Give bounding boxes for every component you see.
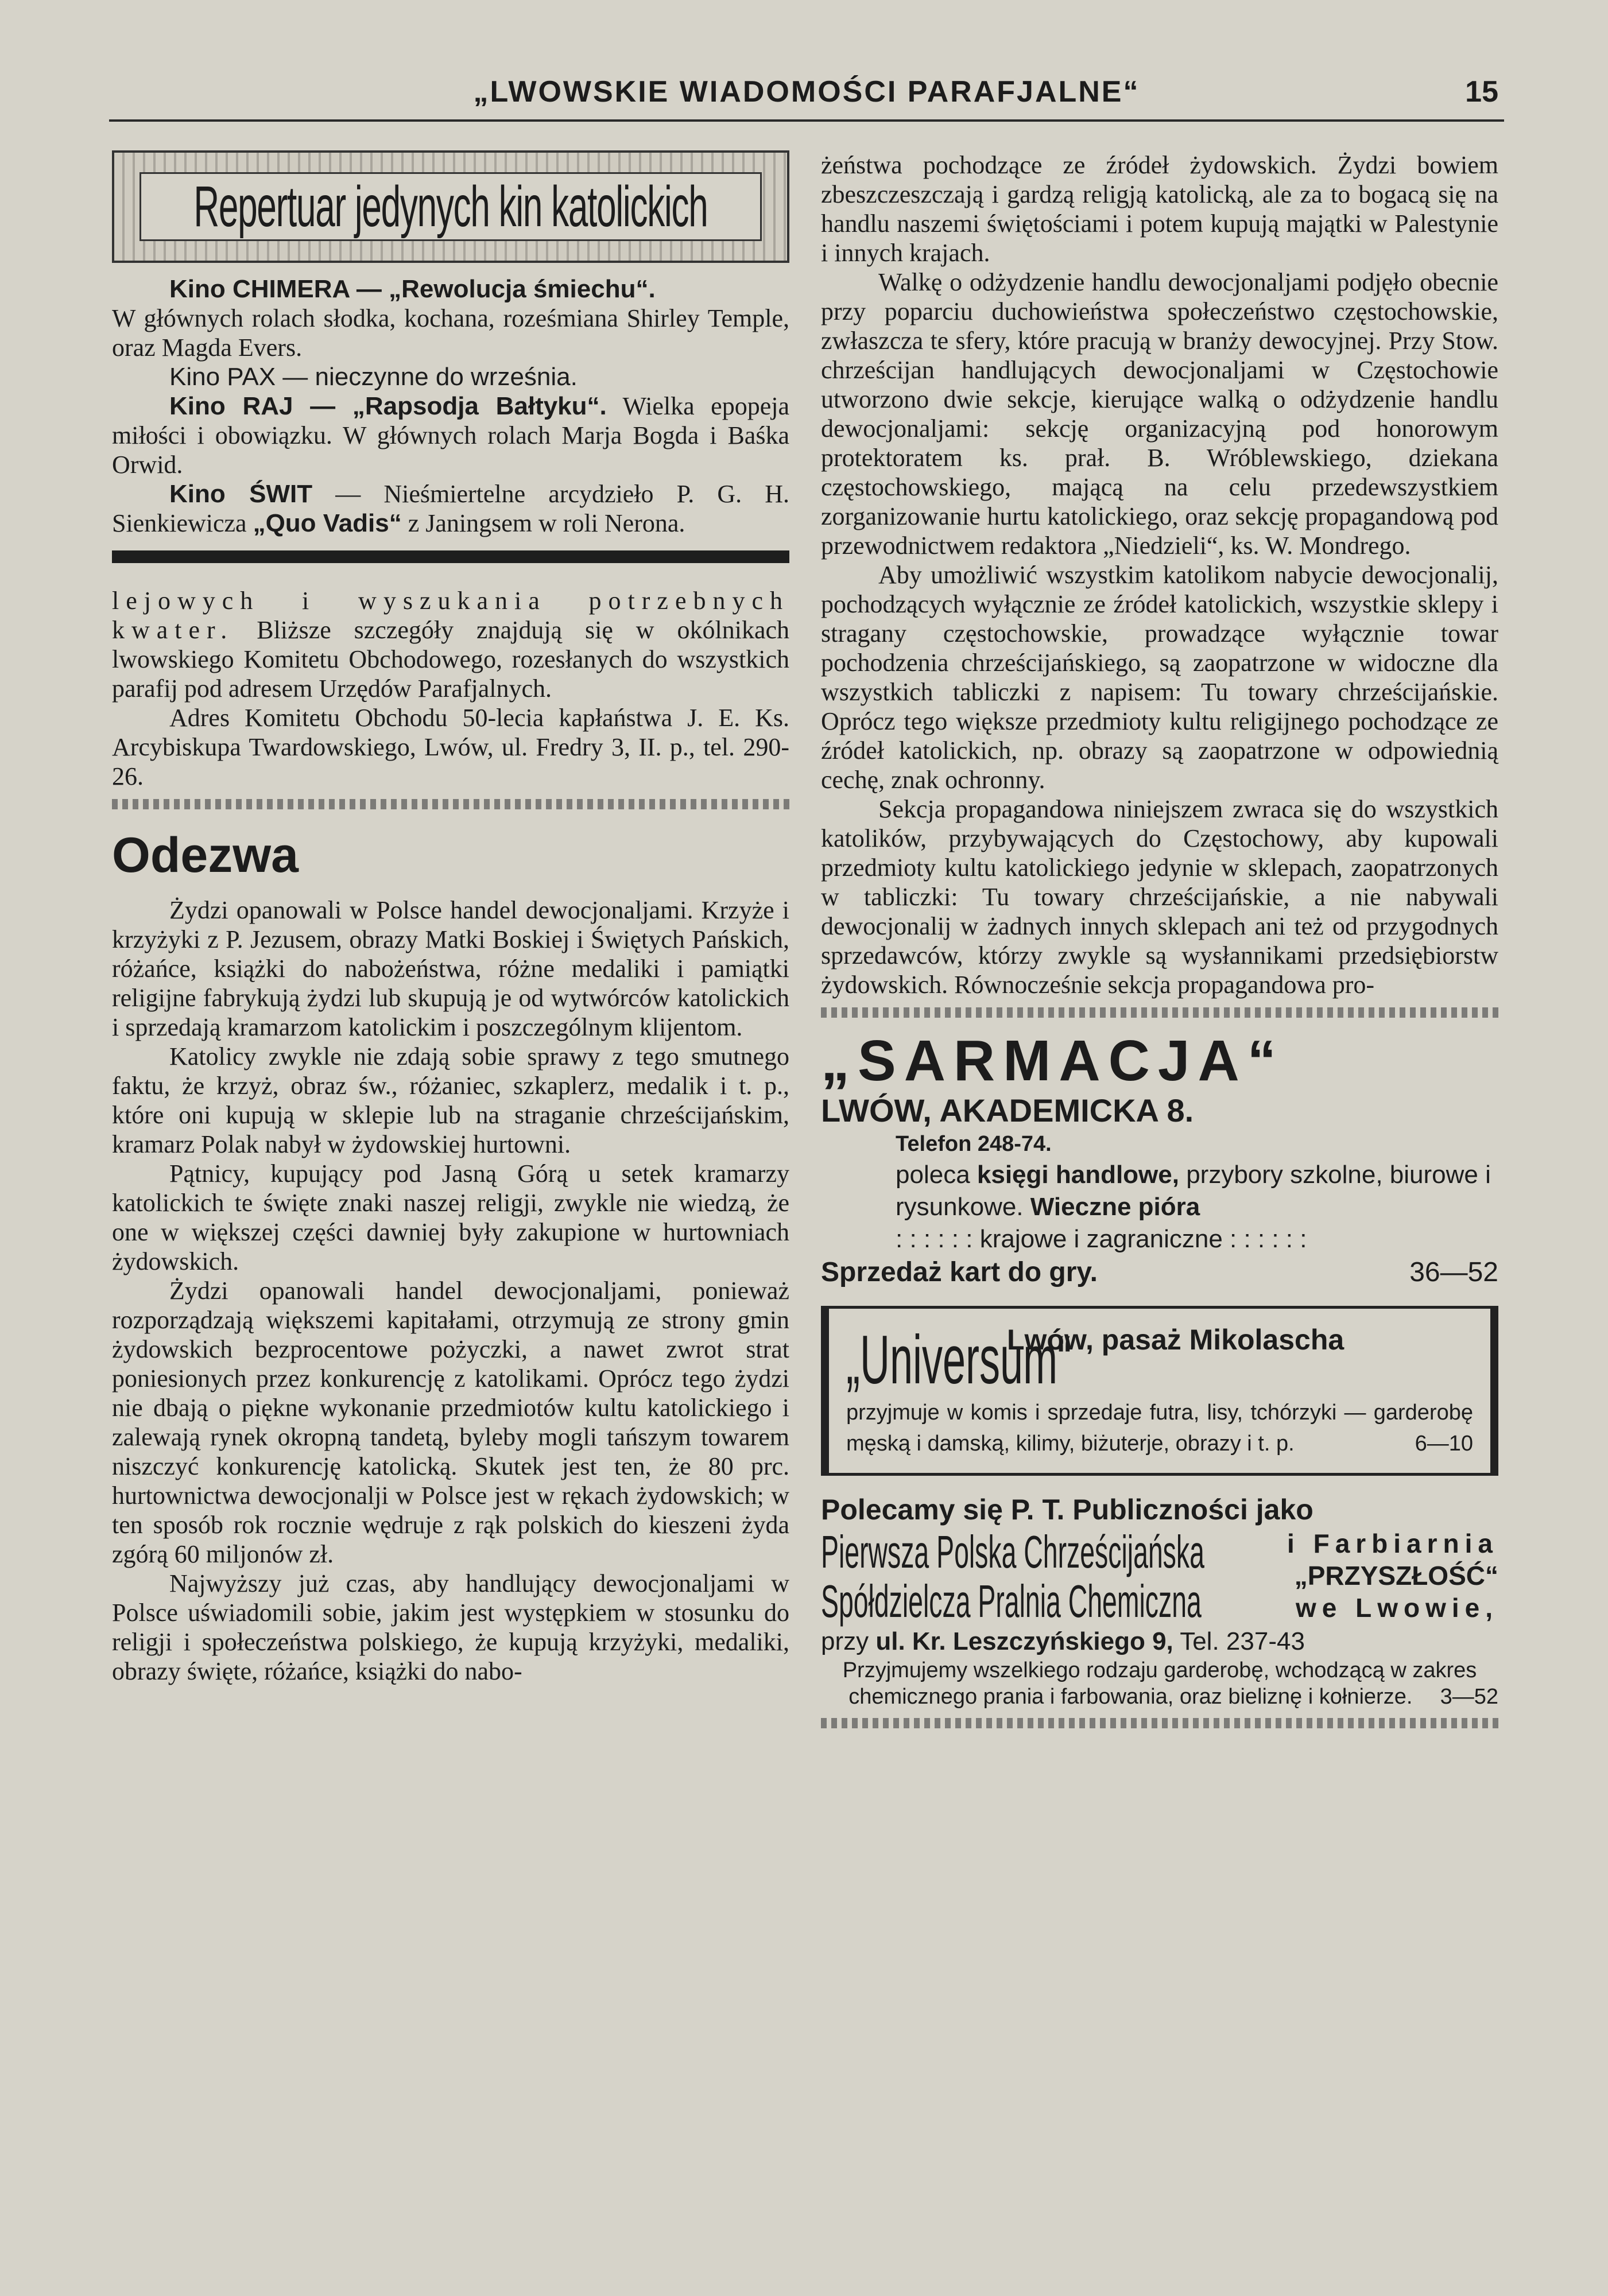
kino-swit-title: „Quo Vadis“ bbox=[253, 509, 402, 537]
universum-code: 6—10 bbox=[1415, 1432, 1473, 1456]
farbiarnia-name: „PRZYSZŁOŚĆ“ bbox=[1294, 1561, 1498, 1591]
universum-text: przyjmuje w komis i sprzedaje futra, lisy, tchórzyki — garderobę męską i damską, kilimy, biżuterje, obrazy i t. p. bbox=[846, 1401, 1473, 1456]
ad-pralnia bbox=[821, 1492, 1498, 1728]
farbiarnia-city: we Lwowie, bbox=[1295, 1593, 1498, 1623]
kino-swit-text1: — Nieśmiertelne arcydzieło P. G. H. Sienkiewicza bbox=[112, 480, 789, 537]
right-column bbox=[821, 150, 1498, 1736]
ornament-divider-ad bbox=[821, 1007, 1498, 1018]
kino-raj-text: Wielka epopeja miłości i obowiązku. W głównych rolach Marja Bogda i Baśka Orwid. bbox=[112, 392, 789, 479]
pralnia-code: 3—52 bbox=[1440, 1685, 1498, 1709]
kino-raj-name: Kino RAJ — „Rapsodja Bałtyku“. bbox=[169, 392, 607, 420]
odezwa-paragraph-3: Pątnicy, kupujący pod Jasną Górą u setek kramarzy katolickich te święte znaki naszej religji, zwykle nie wiedzą, że one w większej części dawniej były zakupione w hurtowniach żydowskich. bbox=[112, 1159, 789, 1275]
universum-logo: „Universum“ bbox=[846, 1321, 1072, 1398]
left-column bbox=[112, 150, 789, 1686]
kino-swit-text2: z Janingsem w roli Nerona. bbox=[401, 509, 685, 537]
sarmacja-text-bold-1: księgi handlowe, bbox=[977, 1161, 1179, 1189]
pralnia-address-bold: ul. Kr. Leszczyńskiego 9, bbox=[875, 1627, 1173, 1655]
sarmacja-text-bold-2: Wieczne pióra bbox=[1030, 1193, 1200, 1221]
kino-chimera-text: W głównych rolach słodka, kochana, roześmiana Shirley Temple, oraz Magda Evers. bbox=[112, 304, 789, 362]
newspaper-title: „LWOWSKIE WIADOMOŚCI PARAFJALNE“ bbox=[473, 75, 1140, 108]
universum-body bbox=[846, 1397, 1473, 1459]
ornament-divider bbox=[112, 799, 789, 809]
pralnia-address-post: Tel. 237-43 bbox=[1173, 1627, 1305, 1655]
odezwa-paragraph-2: Katolicy zwykle nie zdają sobie sprawy z tego smutnego faktu, że krzyż, obraz św., różaniec, szkaplerz, medalik i t. p., które oni kupują w sklepie lub na straganie chrześcijańskim, kramarz Polak nabył w żydowskiej hurtowni. bbox=[112, 1042, 789, 1158]
kino-raj bbox=[112, 391, 789, 479]
sarmacja-name: „SARMACJA“ bbox=[821, 1029, 1284, 1093]
odezwa-paragraph-1: Żydzi opanowali w Polsce handel dewocjonaljami. Krzyże i krzyżyki z P. Jezusem, obrazy Matki Boskiej i Świętych Pańskich, różańce, książki do nabożeństwa, różne medaliki i pamiątki religijne fabrykują żydzi lub skupują je od wytwórców katolickich i sprzedają kramarzom katolickim i poszczególnym klijentom. bbox=[112, 896, 789, 1041]
article-continuation-2: Walkę o odżydzenie handlu dewocjonaljami podjęło obecnie przy poparciu duchowieństwa społeczeństwo częstochowskie, zwłaszcza te sfery, które pracują w branży dewocyjnej. Przy Stow. chrześcijan handlujących dewocjonaljami w Częstochowie utworzono dwie sekcje, kierujące walką o odżydzenie handlu dewocjonaljami: sekcję organizacyjną pod honorowym protektoratem ks. prał. B. Wróblewskiego, dziekana częstochowskiego, mającą na celu przedewszystkiem zorganizowanie hurtu katolickiego, oraz sekcję propagandową pod przewodnictwem redaktora „Niedzieli“, ks. W. Mondrego. bbox=[821, 268, 1498, 560]
universum-top bbox=[846, 1322, 1473, 1397]
sarmacja-text bbox=[821, 1159, 1498, 1223]
page-number: 15 bbox=[1465, 75, 1498, 108]
ad-sarmacja bbox=[821, 1029, 1498, 1290]
repertoire-banner bbox=[112, 150, 789, 263]
sarmacja-address: LWÓW, AKADEMICKA 8. bbox=[821, 1092, 1194, 1128]
kino-chimera-name: Kino CHIMERA — „Rewolucja śmiechu“. bbox=[169, 275, 656, 303]
article-continuation-4: Sekcja propagandowa niniejszem zwraca się do wszystkich katolików, przybywających do Częstochowy, aby kupowali przedmioty kultu katolickiego jedynie w sklepach, zaopatrzonych w tabliczki: Tu towary chrześcijańskie, a nie nabywali dewocjonalij w żadnych innych sklepach ani też od przygodnych sprzedawców, którzy zwykle są wysłannikami przedsiębiorstw żydowskich. Równocześnie sekcja propagandowa pro- bbox=[821, 795, 1498, 999]
sarmacja-text-2: przybory szkolne, biurowe i rysunkowe. bbox=[896, 1161, 1491, 1221]
pralnia-name bbox=[821, 1526, 1204, 1627]
notice-spaced-text: lejowych i wyszukania potrzebnych kwater. bbox=[112, 587, 789, 644]
sarmacja-phone: Telefon 248-74. bbox=[896, 1132, 1052, 1156]
banner-title: Repertuar jedynych kin katolickich bbox=[193, 174, 708, 239]
farbiarnia-label: i Farbiarnia bbox=[1287, 1529, 1498, 1558]
kino-swit bbox=[112, 479, 789, 538]
committee-address: Adres Komitetu Obchodu 50-lecia kapłaństwa J. E. Ks. Arcybiskupa Twardowskiego, Lwów, ul. Fredry 3, II. p., tel. 290-26. bbox=[112, 704, 789, 790]
ad-universum bbox=[821, 1306, 1498, 1476]
farbiarnia-block bbox=[1287, 1527, 1498, 1624]
pralnia-text: Przyjmujemy wszelkiego rodzaju garderobę, wchodzącą w zakres chemicznego prania i farbowania, oraz bieliznę i kołnierze. bbox=[842, 1658, 1477, 1709]
sarmacja-code: 36—52 bbox=[1409, 1257, 1498, 1287]
pralnia-text-block bbox=[821, 1657, 1498, 1710]
pralnia-address bbox=[821, 1626, 1498, 1657]
article-continuation-1: żeństwa pochodzące ze źródeł żydowskich. Żydzi bowiem zbeszczeszczają i gardzą religją katolicką, ale za to bogacą się na handlu naszemi świętościami i potem kupują majątki w Palestynie i innych krajach. bbox=[821, 151, 1498, 267]
odezwa-paragraph-4: Żydzi opanowali handel dewocjonaljami, ponieważ rozporządzają większemi kapitałami, otrzymują ze strony gmin żydowskich bezprocentowe pożyczki, a nawet zwrot strat poniesionych przez konkurencję z katolikami. Oprócz tego żydzi nie dbają o piękne wykonanie przedmiotów kultu katolickiego i zalewają rynek okropną tandetą, byleby mogli tańszym towarem niszczyć konkurencję katolicką. Skutek jest ten, że 80 prc. hurtownictwa dewocjonalji w Polsce jest w rękach żydowskich; w ten sposób rok rocznie wędruje z rąk polskich do kieszeni żyda zgórą 60 miljonów zł. bbox=[112, 1277, 789, 1568]
sarmacja-text-1: poleca bbox=[896, 1161, 977, 1189]
universum-address: Lwów, pasaż Mikolascha bbox=[1007, 1324, 1344, 1356]
article-continuation-3: Aby umożliwić wszystkim katolikom nabycie dewocjonalij, pochodzących wyłącznie ze źródeł katolickich, wszystkie sklepy i stragany częstochowskie, prowadzące wyłącznie towar pochodzenia chrześcijańskiego, są zaopatrzone w widoczne dla wszystkich tabliczki z napisem: Tu towary chrześcijańskie. Oprócz tego większe przedmioty kultu religijnego pochodzące ze źródeł katolickich, np. obrazy są zaopatrzone w odpowiednią cechę, znak ochronny. bbox=[821, 561, 1498, 794]
page-header bbox=[109, 68, 1504, 122]
pralnia-headline: Polecamy się P. T. Publiczności jako bbox=[821, 1494, 1313, 1526]
pralnia-name-block bbox=[821, 1527, 1498, 1626]
pralnia-address-pre: przy bbox=[821, 1627, 876, 1655]
section-divider-bar bbox=[112, 550, 789, 563]
kino-swit-name: Kino ŚWIT bbox=[169, 480, 313, 508]
banner-frame bbox=[140, 172, 762, 241]
sarmacja-text-3: : : : : : : krajowe i zagraniczne : : : : : : bbox=[896, 1225, 1307, 1253]
notice-text: Bliższe szczegóły znajdują się w okólnikach lwowskiego Komitetu Obchodowego, rozesłanych do wszystkich parafij pod adresem Urzędów Parafjalnych. bbox=[112, 616, 789, 703]
kino-chimera bbox=[112, 274, 789, 304]
ornament-divider-bottom bbox=[821, 1718, 1498, 1728]
odezwa-paragraph-5: Najwyższy już czas, aby handlujący dewocjonaljami w Polsce uświadomili sobie, jakim jest występkiem w stosunku do religji i społeczeństwa polskiego, że kupują krzyżyki, medaliki, obrazy święte, różańce, książki do nabo- bbox=[112, 1569, 789, 1685]
sarmacja-sale: Sprzedaż kart do gry. bbox=[821, 1257, 1098, 1287]
odezwa-heading: Odezwa bbox=[112, 828, 299, 883]
pralnia-name-line-2: Spółdzielcza Pralnia Chemiczna bbox=[821, 1576, 1202, 1627]
sarmacja-sale-line bbox=[821, 1255, 1498, 1290]
notice-paragraph bbox=[112, 586, 789, 703]
pralnia-name-line-1: Pierwsza Polska Chrześcijańska bbox=[821, 1526, 1204, 1577]
kino-pax: Kino PAX — nieczynne do września. bbox=[169, 363, 578, 391]
